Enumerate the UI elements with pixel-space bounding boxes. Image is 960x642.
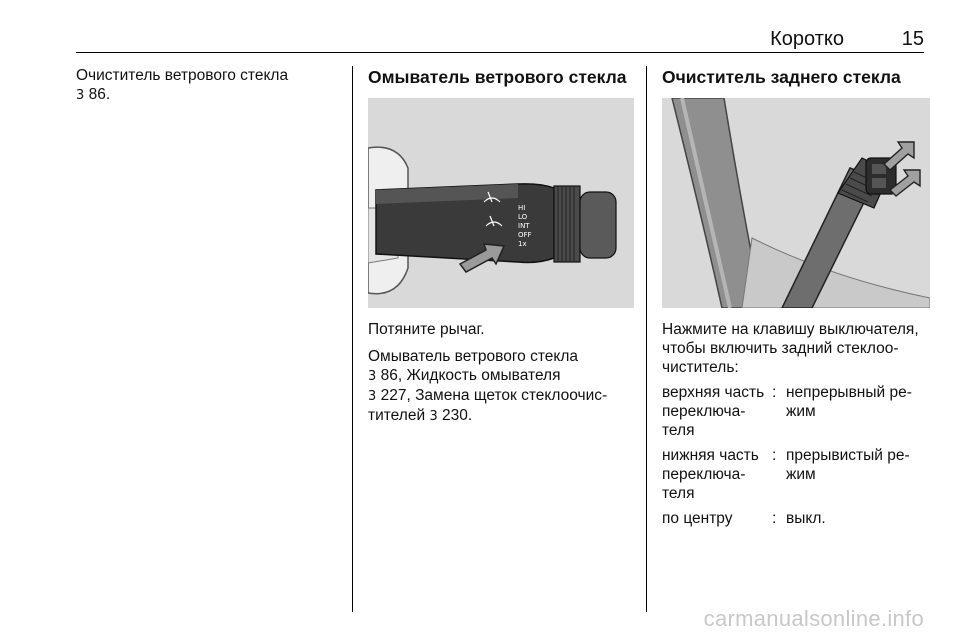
rear-wiper-title: Очиститель заднего стекла xyxy=(662,67,901,87)
ref-line-4-num: 230. xyxy=(442,407,473,424)
lever-label-lo: LO xyxy=(518,213,528,221)
page-ref-icon: 3 xyxy=(368,389,377,404)
page-ref-icon: 3 xyxy=(76,88,85,103)
ref-line-2-text: 86, Жидкость омывателя xyxy=(380,367,561,384)
position-value: непрерывный ре-жим xyxy=(786,384,912,420)
rear-wiper-intro: Нажмите на клавишу выключателя, чтобы включить задний стеклоо-чиститель: xyxy=(662,321,919,376)
rear-wiper-switch-icon xyxy=(662,98,930,308)
list-item xyxy=(662,446,930,503)
column-divider-1 xyxy=(352,66,353,612)
page-ref-icon: 3 xyxy=(368,369,377,384)
ref-line-3-text: 227, Замена щеток стеклоочис- xyxy=(380,387,608,404)
wiper-reference[interactable] xyxy=(76,85,341,105)
wiper-heading-text: Очиститель ветрового стекла xyxy=(76,67,289,84)
washer-instruction: Потяните рычаг. xyxy=(368,321,485,338)
separator: : xyxy=(772,447,777,464)
ref-line-2[interactable] xyxy=(368,366,634,386)
column-1 xyxy=(76,66,341,105)
lever-label-hi: HI xyxy=(518,204,526,212)
position-key: нижняя часть переключа-теля xyxy=(662,447,759,502)
list-item xyxy=(662,383,930,440)
separator: : xyxy=(772,384,777,401)
section-title: Коротко xyxy=(770,28,844,50)
lever-label-off: OFF xyxy=(518,231,532,239)
column-2 xyxy=(368,66,634,426)
position-key: верхняя часть переключа-теля xyxy=(662,384,765,439)
watermark: carmanualsonline.info xyxy=(703,606,924,631)
position-key: по центру xyxy=(662,510,733,527)
page-ref-number: 86. xyxy=(88,86,111,103)
washer-references xyxy=(368,347,634,426)
ref-line-3[interactable] xyxy=(368,386,634,406)
washer-title: Омыватель ветрового стекла xyxy=(368,67,627,87)
switch-positions-list xyxy=(662,383,930,528)
column-3 xyxy=(662,66,930,528)
column-divider-2 xyxy=(646,66,647,612)
lever-label-1x: 1x xyxy=(518,240,527,248)
list-item xyxy=(662,509,930,528)
position-value: прерывистый ре-жим xyxy=(786,447,910,483)
page-number: 15 xyxy=(901,28,924,50)
page-ref-icon: 3 xyxy=(429,409,438,424)
ref-line-1: Омыватель ветрового стекла xyxy=(368,348,578,365)
steering-lever-pull-icon xyxy=(368,98,634,308)
page-header xyxy=(76,28,924,53)
position-value: выкл. xyxy=(786,510,826,527)
lever-label-int: INT xyxy=(518,222,530,230)
ref-line-4-text: тителей xyxy=(368,407,426,424)
separator: : xyxy=(772,510,777,527)
ref-line-4[interactable] xyxy=(368,406,634,426)
